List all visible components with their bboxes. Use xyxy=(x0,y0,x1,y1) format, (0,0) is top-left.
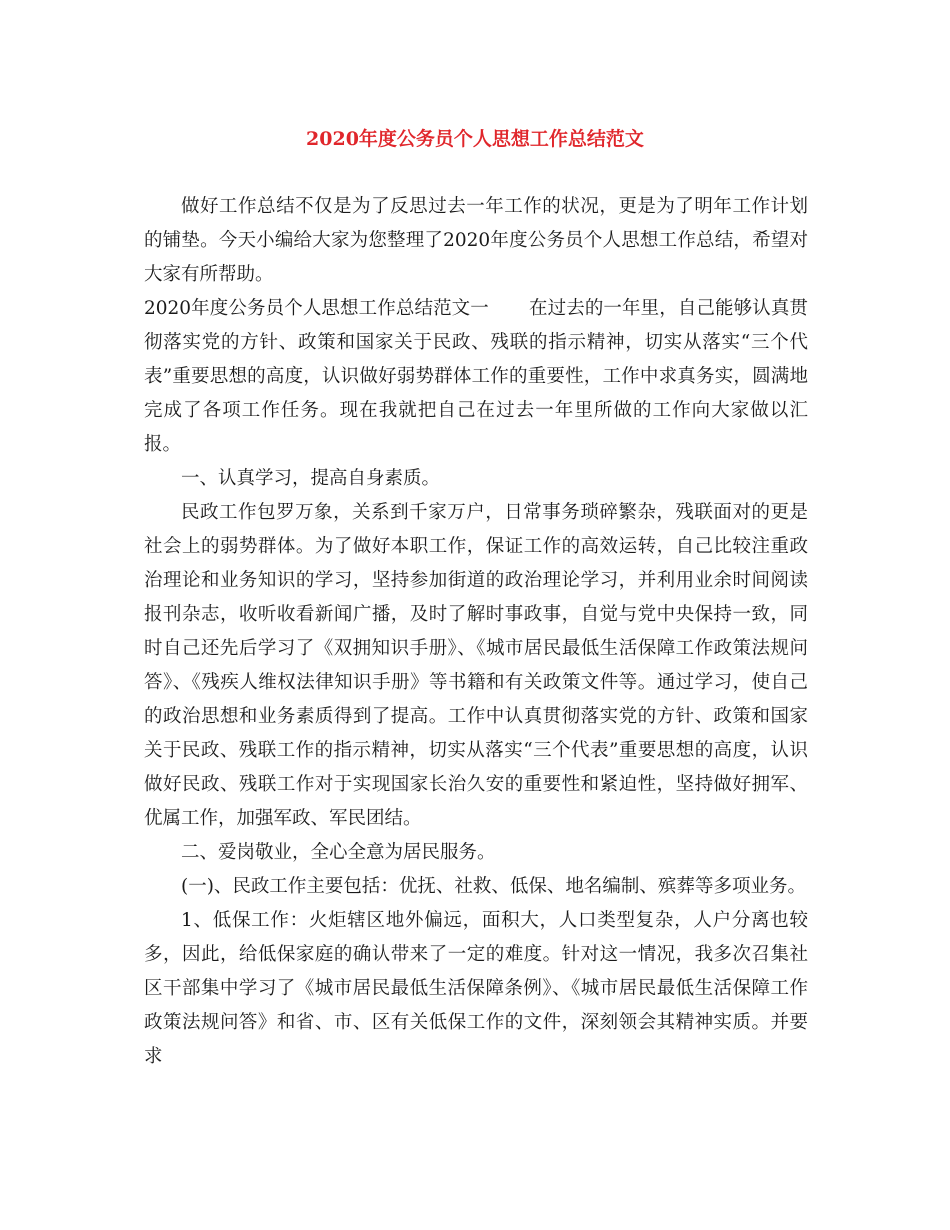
intro-paragraph: 做好工作总结不仅是为了反思过去一年工作的状况，更是为了明年工作计划的铺垫。今天小编给大家为您整理了2020年度公务员个人思想工作总结，希望对大家有所帮助。 xyxy=(144,196,808,285)
document-body xyxy=(144,190,808,1074)
document-title: 2020年度公务员个人思想工作总结范文 xyxy=(306,128,644,150)
heading-service: 二、爱岗敬业，全心全意为居民服务。 xyxy=(181,842,496,863)
study-paragraph: 民政工作包罗万象，关系到千家万户，日常事务琐碎繁杂，残联面对的更是社会上的弱势群体。为了做好本职工作，保证工作的高效运转，自己比较注重政治理论和业务知识的学习，坚持参加街道的政治理论学习，并利用业余时间阅读报刊杂志，收听收看新闻广播，及时了解时事政事，自觉与党中央保持一致，同时自己还先后学习了《双拥知识手册》、《城市居民最低生活保障工作政策法规问答》、《残疾人维权法律知识手册》等书籍和有关政策文件等。通过学习，使自己的政治思想和业务素质得到了提高。工作中认真贯彻落实党的方针、政策和国家关于民政、残联工作的指示精神，切实从落实“三个代表”重要思想的高度，认识做好民政、残联工作对于实现国家长治久安的重要性和紧迫性，坚持做好拥军、优属工作，加强军政、军民团结。 xyxy=(144,502,808,829)
section-lead: 在过去的一年里，自己能够认真贯彻落实党的方针、政策和国家关于民政、残联的指示精神，切实从落实“三个代表”重要思想的高度，认识做好弱势群体工作的重要性，工作中求真务实，圆满地完成了各项工作任务。现在我就把自己在过去一年里所做的工作向大家做以汇报。 xyxy=(144,298,808,455)
section-paragraph xyxy=(144,292,808,462)
section-heading: 2020年度公务员个人思想工作总结范文一 xyxy=(144,298,489,319)
low-income-paragraph: 1、低保工作：火炬辖区地外偏远，面积大，人口类型复杂，人户分离也较多，因此，给低保家庭的确认带来了一定的难度。针对这一情况，我多次召集社区干部集中学习了《城市居民最低生活保障条例》、《城市居民最低生活保障工作政策法规问答》和省、市、区有关低保工作的文件，深刻领会其精神实质。并要求 xyxy=(144,910,808,1067)
civil-affairs-subheading: (一)、民政工作主要包括：优抚、社救、低保、地名编制、殡葬等多项业务。 xyxy=(181,876,806,897)
heading-study: 一、认真学习，提高自身素质。 xyxy=(181,468,441,489)
